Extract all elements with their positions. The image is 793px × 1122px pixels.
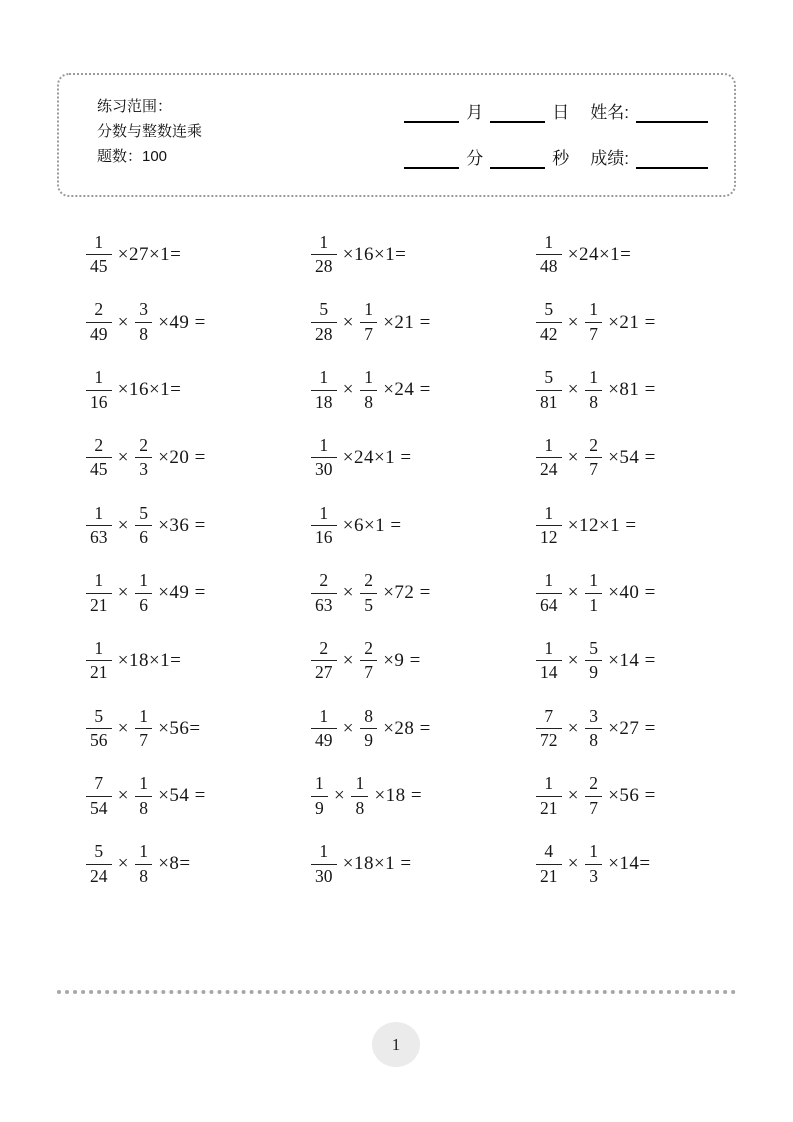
operation-text: ×27 = <box>602 717 656 739</box>
operation-text: ×54 = <box>152 785 206 807</box>
operation-text: × <box>112 514 135 536</box>
fraction: $\frac{5}{42}$ <box>536 300 562 344</box>
operation-text: ×21 = <box>377 311 431 333</box>
problem <box>310 763 535 831</box>
fraction: $\frac{5}{81}$ <box>536 368 562 412</box>
question-count: 题数：100 <box>97 148 168 165</box>
operation-text: ×56 = <box>602 785 656 807</box>
name-label: 姓名: <box>590 103 629 122</box>
worksheet-header-box <box>57 73 736 197</box>
operation-text: ×18×1= <box>112 649 182 671</box>
operation-text: × <box>112 717 135 739</box>
operation-text: ×24 = <box>377 379 431 401</box>
name-blank <box>636 103 708 123</box>
operation-text: ×72 = <box>377 582 431 604</box>
problem <box>310 830 535 898</box>
page-number: 1 <box>391 1034 401 1054</box>
operation-text: × <box>112 853 135 875</box>
fraction: $\frac{1}{12}$ <box>536 504 562 548</box>
problem <box>310 559 535 627</box>
problem <box>85 356 310 424</box>
operation-text: × <box>562 311 585 333</box>
footer-separator <box>57 990 736 994</box>
fraction: $\frac{1}{49}$ <box>311 707 337 751</box>
problem <box>85 695 310 763</box>
second-label: 秒 <box>552 149 570 168</box>
operation-text: ×56= <box>152 717 201 739</box>
problem <box>535 492 760 560</box>
fraction: $\frac{1}{30}$ <box>311 436 337 480</box>
minute-blank <box>404 149 459 169</box>
operation-text: × <box>328 785 351 807</box>
operation-text: × <box>112 446 135 468</box>
problem <box>535 695 760 763</box>
practice-scope-value: 分数与整数连乘 <box>97 123 203 140</box>
operation-text: ×6×1 = <box>337 514 402 536</box>
fraction: $\frac{1}{3}$ <box>585 842 602 886</box>
problem <box>85 559 310 627</box>
fraction: $\frac{3}{8}$ <box>585 707 602 751</box>
fraction: $\frac{8}{9}$ <box>360 707 377 751</box>
operation-text: × <box>562 717 585 739</box>
operation-text: ×16×1= <box>337 243 407 265</box>
fraction: $\frac{1}{7}$ <box>360 300 377 344</box>
operation-text: ×24×1 = <box>337 446 412 468</box>
problem <box>535 424 760 492</box>
problem <box>85 763 310 831</box>
operation-text: ×24×1= <box>562 243 632 265</box>
problem <box>85 289 310 357</box>
operation-text: ×12×1 = <box>562 514 637 536</box>
fraction: $\frac{2}{49}$ <box>86 300 112 344</box>
operation-text: × <box>112 311 135 333</box>
problem <box>310 289 535 357</box>
fraction: $\frac{1}{16}$ <box>311 504 337 548</box>
fraction: $\frac{1}{28}$ <box>311 233 337 277</box>
fraction: $\frac{1}{8}$ <box>135 774 152 818</box>
fraction: $\frac{1}{18}$ <box>311 368 337 412</box>
month-blank <box>404 103 459 123</box>
fraction: $\frac{1}{24}$ <box>536 436 562 480</box>
score-label: 成绩: <box>590 149 629 168</box>
fraction: $\frac{1}{45}$ <box>86 233 112 277</box>
fraction: $\frac{7}{54}$ <box>86 774 112 818</box>
fraction: $\frac{2}{7}$ <box>585 436 602 480</box>
operation-text: ×28 = <box>377 717 431 739</box>
page-number-badge <box>372 1022 420 1067</box>
fraction: $\frac{4}{21}$ <box>536 842 562 886</box>
problem <box>85 492 310 560</box>
operation-text: ×20 = <box>152 446 206 468</box>
operation-text: ×16×1= <box>112 379 182 401</box>
fraction: $\frac{2}{7}$ <box>360 639 377 683</box>
operation-text: × <box>562 379 585 401</box>
date-name-fields <box>404 99 708 169</box>
problem <box>85 627 310 695</box>
day-blank <box>490 103 545 123</box>
operation-text: ×18 = <box>369 785 423 807</box>
operation-text: × <box>337 311 360 333</box>
fraction: $\frac{5}{9}$ <box>585 639 602 683</box>
fraction: $\frac{1}{8}$ <box>351 774 368 818</box>
fraction: $\frac{1}{1}$ <box>585 571 602 615</box>
operation-text: × <box>562 785 585 807</box>
problem <box>85 830 310 898</box>
fraction: $\frac{7}{72}$ <box>536 707 562 751</box>
time-score-row <box>404 145 708 169</box>
fraction: $\frac{2}{5}$ <box>360 571 377 615</box>
problem <box>535 763 760 831</box>
fraction: $\frac{1}{7}$ <box>585 300 602 344</box>
fraction: $\frac{1}{30}$ <box>311 842 337 886</box>
operation-text: × <box>337 649 360 671</box>
problem <box>85 424 310 492</box>
fraction: $\frac{2}{63}$ <box>311 571 337 615</box>
problem <box>310 695 535 763</box>
problem <box>310 424 535 492</box>
problem <box>310 627 535 695</box>
operation-text: ×36 = <box>152 514 206 536</box>
practice-info <box>97 94 202 169</box>
operation-text: ×49 = <box>152 311 206 333</box>
operation-text: × <box>337 717 360 739</box>
fraction: $\frac{1}{9}$ <box>311 774 328 818</box>
operation-text: ×49 = <box>152 582 206 604</box>
fraction: $\frac{2}{27}$ <box>311 639 337 683</box>
fraction: $\frac{1}{16}$ <box>86 368 112 412</box>
second-blank <box>490 149 545 169</box>
operation-text: ×54 = <box>602 446 656 468</box>
operation-text: × <box>562 446 585 468</box>
operation-text: ×18×1 = <box>337 853 412 875</box>
practice-scope-label: 练习范围： <box>97 98 173 115</box>
fraction: $\frac{5}{24}$ <box>86 842 112 886</box>
day-label: 日 <box>552 103 570 122</box>
problem <box>535 559 760 627</box>
fraction: $\frac{1}{64}$ <box>536 571 562 615</box>
fraction: $\frac{1}{8}$ <box>135 842 152 886</box>
operation-text: ×21 = <box>602 311 656 333</box>
problem <box>535 627 760 695</box>
operation-text: × <box>562 649 585 671</box>
score-blank <box>636 149 708 169</box>
operation-text: ×14 = <box>602 649 656 671</box>
operation-text: × <box>562 582 585 604</box>
problem <box>85 221 310 289</box>
fraction: $\frac{1}{14}$ <box>536 639 562 683</box>
fraction: $\frac{2}{7}$ <box>585 774 602 818</box>
fraction: $\frac{5}{28}$ <box>311 300 337 344</box>
problem <box>310 356 535 424</box>
fraction: $\frac{1}{21}$ <box>86 639 112 683</box>
operation-text: ×14= <box>602 853 651 875</box>
operation-text: × <box>337 582 360 604</box>
problem <box>535 356 760 424</box>
operation-text: ×8= <box>152 853 191 875</box>
problem <box>535 289 760 357</box>
fraction: $\frac{5}{56}$ <box>86 707 112 751</box>
problem <box>310 221 535 289</box>
fraction: $\frac{1}{63}$ <box>86 504 112 548</box>
minute-label: 分 <box>466 149 484 168</box>
fraction: $\frac{1}{21}$ <box>86 571 112 615</box>
month-label: 月 <box>466 103 484 122</box>
fraction: $\frac{1}{6}$ <box>135 571 152 615</box>
operation-text: × <box>562 853 585 875</box>
operation-text: × <box>112 582 135 604</box>
fraction: $\frac{1}{7}$ <box>135 707 152 751</box>
operation-text: × <box>112 785 135 807</box>
fraction: $\frac{1}{48}$ <box>536 233 562 277</box>
operation-text: ×9 = <box>377 649 421 671</box>
problem <box>535 830 760 898</box>
operation-text: ×40 = <box>602 582 656 604</box>
fraction: $\frac{1}{21}$ <box>536 774 562 818</box>
fraction: $\frac{1}{8}$ <box>360 368 377 412</box>
fraction: $\frac{1}{8}$ <box>585 368 602 412</box>
fraction: $\frac{2}{45}$ <box>86 436 112 480</box>
problem <box>535 221 760 289</box>
fraction: $\frac{3}{8}$ <box>135 300 152 344</box>
fraction: $\frac{5}{6}$ <box>135 504 152 548</box>
operation-text: ×27×1= <box>112 243 182 265</box>
operation-text: ×81 = <box>602 379 656 401</box>
problem <box>310 492 535 560</box>
date-row <box>404 99 708 123</box>
problems-grid <box>85 221 760 898</box>
operation-text: × <box>337 379 360 401</box>
fraction: $\frac{2}{3}$ <box>135 436 152 480</box>
